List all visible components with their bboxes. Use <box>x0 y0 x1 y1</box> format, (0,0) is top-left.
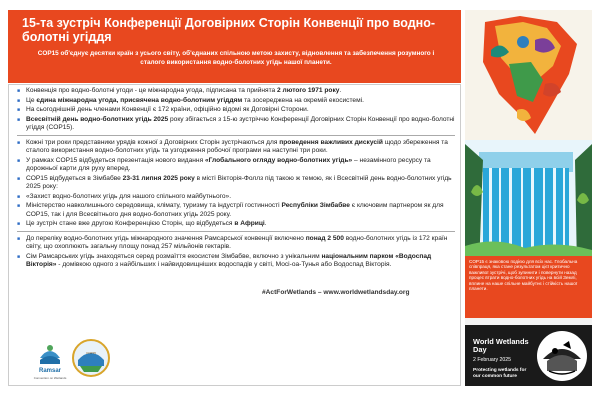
ramsar-logo-text: Ramsar <box>38 368 62 374</box>
bullet-item <box>17 106 455 114</box>
bullet-emphasis: єдина міжнародна угода, присвячена водно-болотним угіддям <box>36 96 243 104</box>
bullet-item <box>17 220 455 228</box>
bullet-text: Конвенція про водно-болотні угоди - це міжнародна угода, підписана та прийнята <box>26 87 278 94</box>
bullet-text: Це зустріч стане вже другою Конференцією Сторін, що відбудеться <box>26 220 235 228</box>
bullet-text: . <box>339 87 342 94</box>
bullet-item <box>17 157 455 174</box>
bullet-text: в місті Вікторія-Фоллз під такою ж темою, як і Всесвітній день водно-болотних угідь 2025 року: <box>26 174 452 190</box>
bullet-emphasis: Всесвітній день водно-болотних угідь 2025 <box>26 115 169 123</box>
bullet-text: Міністерство навколишнього середовища, клімату, туризму та індустрії гостинності <box>26 202 282 210</box>
bullet-emphasis: 2 лютого 1971 року <box>277 87 340 94</box>
bullet-item <box>17 253 455 270</box>
bullet-item <box>17 139 455 156</box>
ramsar-logo-sub: Convention on Wetlands <box>33 376 67 380</box>
bullet-item <box>17 87 455 95</box>
bullet-text: «Захист водно-болотних угідь для нашого спільного майбутнього». <box>26 192 232 200</box>
bullet-item <box>17 235 455 252</box>
bullet-emphasis: в Африці <box>234 220 265 228</box>
hashtag-link[interactable]: #ActForWetlands – www.worldwetlandsday.org <box>262 289 410 296</box>
bullet-text: Кожні три роки представники урядів кожної з Договірних Сторін зустрічаються для <box>26 138 280 146</box>
wwd-emblem <box>537 331 587 381</box>
page-subtitle: COP15 об'єднує десятки країн з усього світу, об'єднаних спільною метою захисту, відновлення та забезпечення розумного і сталого використання водно-болотних угідь нашої планети. <box>37 50 435 66</box>
bullet-emphasis: проведення важливих дискусій <box>279 138 383 146</box>
wwd-tagline: Protecting wetlands for our common future <box>473 368 527 379</box>
bullet-text: та зосереджена на окремій екосистемі. <box>242 96 364 104</box>
bullet-text: водно-болотних угідь із 172 країн світу, що охоплюють загальну площу понад 257 мільйонів гектарів. <box>26 234 448 250</box>
wwd-badge <box>465 325 592 386</box>
bullet-text: Сім Рамсарських угідь знаходяться серед розмаїття екосистем Зімбабве, включно з унікальним <box>26 252 322 260</box>
cop15-callout: COP15 є знаковою подією для всіх нас. Глобальна співпраця, яка стане результатом цієї критично важливої зустрічі, щоб зупинити і повернути назад процес втрати водно-болотних угідь на всій Землі, вплине на наше спільне майбутнє і стійкість нашої планети. <box>465 256 592 318</box>
bullet-emphasis: національним парком «Водоспад Вікторія» <box>26 252 432 268</box>
bullet-text: Це <box>26 96 37 104</box>
section-divider <box>17 231 455 232</box>
bullet-text: – незамінного ресурсу та дорожньої карти для руху вперед. <box>26 156 431 172</box>
wetlands-emblem-icon <box>537 331 587 381</box>
wwd-date: 2 February 2025 <box>473 357 512 363</box>
bullet-emphasis: «Глобального огляду водно-болотних угідь» <box>204 156 353 164</box>
bullet-text: COP15 відбудеться в Зімбабве <box>26 174 123 182</box>
waterfall-illustration-icon <box>465 10 592 268</box>
bullet-text: року збігається з 15-ю зустріччю Конференції Договірних Сторін Конвенції про водно-болотні угіддя (COP15). <box>26 115 455 132</box>
bullet-item <box>17 97 455 105</box>
svg-text:COP15: COP15 <box>86 351 96 355</box>
cop15-logo-icon <box>70 338 112 382</box>
ramsar-logo <box>33 340 67 382</box>
bullet-text: є ключовим партнером як для COP15, так і для Всесвітнього дня водно-болотних угідь 2025 року. <box>26 202 444 218</box>
bullet-item <box>17 175 455 192</box>
bullet-item <box>17 193 455 201</box>
page-title: 15-та зустріч Конференції Договірних Сторін Конвенції про водно-болотні угіддя <box>22 16 436 44</box>
header-banner <box>8 10 461 83</box>
wwd-title: World Wetlands Day <box>473 337 529 355</box>
bullet-emphasis: 23-31 липня 2025 року <box>122 174 195 182</box>
bullet-text: щодо збереження та сталого використання водно-болотних угідь та узгодження робочої програми на наступні три роки. <box>26 138 448 154</box>
cop15-logo <box>70 338 112 382</box>
bullet-text: На сьогоднішній день членами Конвенції є 172 країни, офіційно відомі як Договірні Сторони. <box>26 106 309 114</box>
bullet-list <box>17 87 455 271</box>
bullet-text: - домівкою одного з найбільших і найвидовищніших водоспадів у світі, Мосі-оа-Тунья або Водоспад Вікторія. <box>56 261 392 268</box>
bullet-text: . <box>264 220 267 228</box>
illustration <box>465 10 592 268</box>
bullet-text: До переліку водно-болотних угідь міжнародного значення Рамсарської конвенції включено <box>26 234 306 242</box>
ramsar-logo-icon <box>33 340 67 382</box>
bullet-item <box>17 202 455 219</box>
section-divider <box>17 135 455 136</box>
bullet-text: У рамках COP15 відбудеться презентація нового видання <box>26 156 205 164</box>
bullet-item <box>17 116 455 133</box>
bullet-emphasis: понад 2 500 <box>305 234 344 242</box>
bullet-emphasis: Республіки Зімбабве <box>281 202 350 210</box>
